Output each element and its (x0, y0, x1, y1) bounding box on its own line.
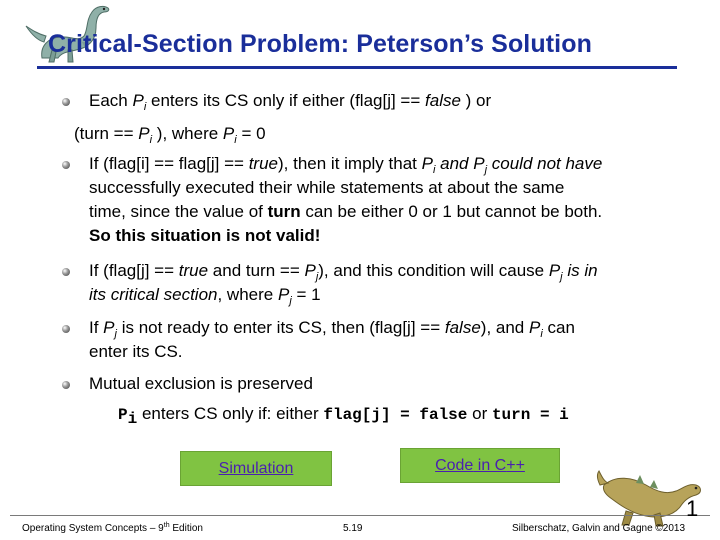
simulation-button[interactable] (180, 451, 332, 486)
footer-copyright: Silberschatz, Galvin and Gagne ©2013 (512, 523, 686, 534)
bullet-2-line-4: So this situation is not valid! (89, 226, 321, 245)
bullet-2 (89, 152, 602, 248)
bullet-dot-icon (62, 325, 70, 333)
footer-rule (10, 515, 710, 516)
bullet-2-line-2: successfully executed their while statements at about the same (89, 178, 565, 197)
footer-course: Operating System Concepts – 9th Edition (22, 522, 203, 534)
simulation-link[interactable]: Simulation (218, 459, 294, 477)
slide-title: Critical-Section Problem: Peterson’s Solution (48, 30, 592, 58)
title-underline (37, 66, 677, 69)
bullet-dot-icon (62, 98, 70, 106)
page-number: 1 (686, 496, 699, 521)
footer-slide-number: 5.19 (343, 523, 363, 534)
code-link[interactable]: Code in C++ (435, 456, 525, 474)
bullet-2-line-3: time, since the value of turn can be either 0 or 1 but cannot be both. (89, 202, 603, 221)
bullet-1-line-1: Each $P_i$ enters its CS only if either (flag[j] == false ) or (89, 91, 492, 113)
bullet-3-line-1: If (flag[j] == true and turn == $P_j$), and this condition will cause $P_j$ is in (89, 261, 598, 283)
bullet-dot-icon (62, 268, 70, 276)
bullet-1-line-2: (turn == $P_i$ ), where $P_i = 0$ (74, 124, 266, 146)
bullet-5-line-1: Mutual exclusion is preserved (89, 374, 313, 393)
bullet-4-line-1: If $P_j$ is not ready to enter its CS, then (flag[j] == false), and $P_i$ can (89, 318, 575, 340)
bullet-5-line-2: $P_i$ enters CS only if: either flag[j] = false or turn = i (118, 404, 569, 428)
bullet-3-line-2: its critical section, where $P_j = 1$ (89, 285, 321, 307)
code-in-cpp-button[interactable] (400, 448, 560, 483)
bullet-3 (89, 259, 598, 307)
bullet-2-line-1: If (flag[i] == flag[j] == true), then it imply that $P_i$ and $P_j$ could not have (89, 154, 603, 176)
bullet-4-line-2: enter its CS. (89, 342, 183, 361)
bullet-dot-icon (62, 381, 70, 389)
bullet-dot-icon (62, 161, 70, 169)
bullet-4 (89, 316, 575, 364)
